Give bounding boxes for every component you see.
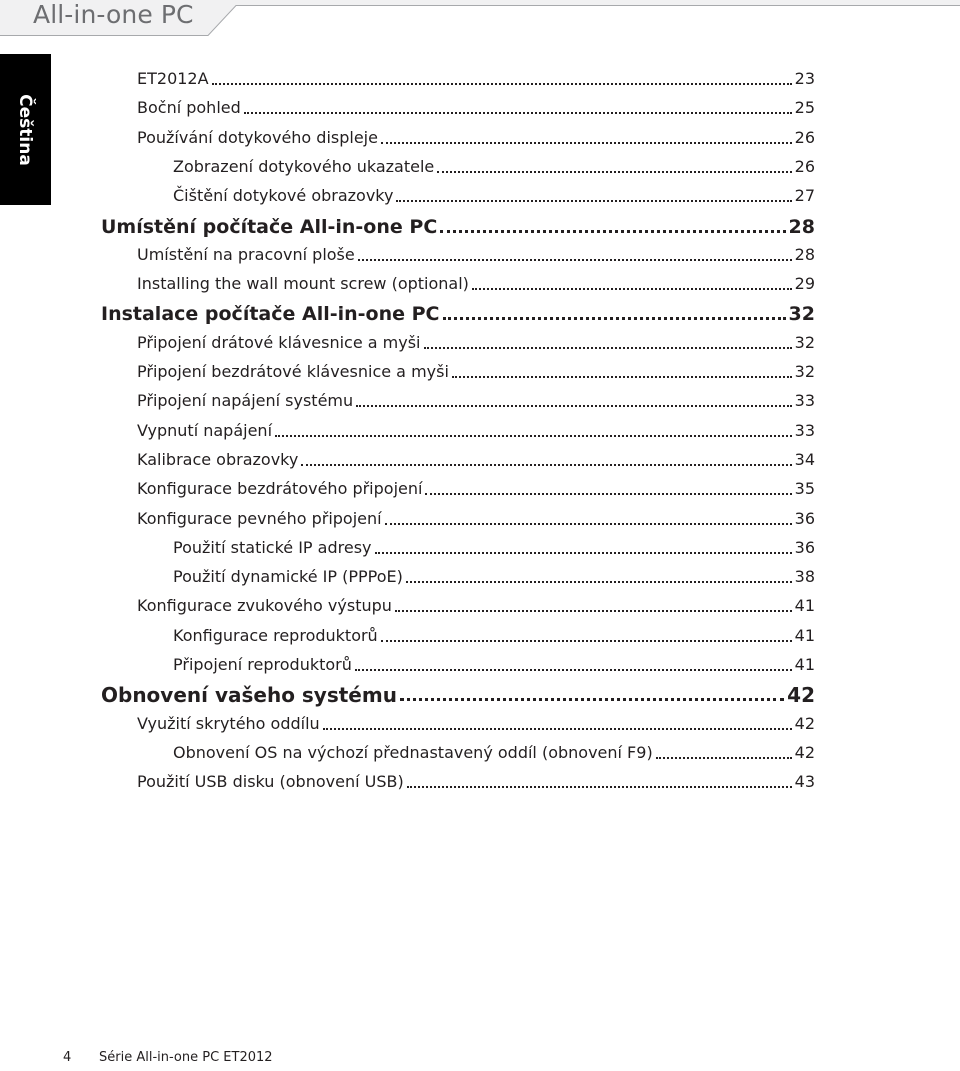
- toc-entry-title: Použití USB disku (obnovení USB): [137, 772, 404, 791]
- toc-entry-title: Použití dynamické IP (PPPoE): [173, 567, 403, 586]
- toc-entry-page: 28: [788, 216, 815, 238]
- toc-dot-leader: [353, 653, 794, 677]
- toc-dot-leader: [450, 360, 794, 384]
- toc-entry[interactable]: [137, 272, 815, 296]
- toc-entry[interactable]: [137, 243, 815, 267]
- toc-entry[interactable]: [173, 624, 815, 648]
- toc-entry-page: 41: [794, 596, 815, 615]
- toc-entry[interactable]: [137, 594, 815, 618]
- toc-dot-leader: [405, 770, 794, 794]
- toc-entry-page: 32: [794, 362, 815, 381]
- toc-chapter-entry[interactable]: [101, 682, 815, 708]
- toc-entry[interactable]: [137, 712, 815, 736]
- toc-entry-title: Vypnutí napájení: [137, 421, 273, 440]
- footer-series-name: Série All-in-one PC ET2012: [99, 1050, 273, 1065]
- toc-entry[interactable]: [137, 126, 815, 150]
- toc-dot-leader: [422, 331, 794, 355]
- page-footer: [0, 1048, 960, 1068]
- toc-entry-page: 27: [794, 186, 815, 205]
- toc-dot-leader: [299, 448, 793, 472]
- toc-entry-title: Konfigurace pevného připojení: [137, 509, 382, 528]
- toc-entry-title: Umístění na pracovní ploše: [137, 245, 355, 264]
- toc-entry-title: Použití statické IP adresy: [173, 538, 372, 557]
- toc-dot-leader: [373, 536, 794, 560]
- header-title: All-in-one PC: [33, 0, 194, 29]
- toc-entry-title: Připojení reproduktorů: [173, 655, 352, 674]
- toc-entry-page: 33: [794, 421, 815, 440]
- toc-dot-leader: [354, 389, 793, 413]
- toc-entry-page: 32: [794, 333, 815, 352]
- toc-entry-page: 41: [794, 655, 815, 674]
- toc-entry-page: 23: [794, 69, 815, 88]
- toc-entry-page: 36: [794, 538, 815, 557]
- toc-entry-title: Konfigurace bezdrátového připojení: [137, 479, 423, 498]
- toc-entry[interactable]: [173, 565, 815, 589]
- toc-dot-leader: [441, 301, 788, 327]
- toc-entry[interactable]: [173, 155, 815, 179]
- toc-entry[interactable]: [137, 448, 815, 472]
- toc-dot-leader: [273, 419, 794, 443]
- toc-entry-title: Installing the wall mount screw (optional): [137, 274, 469, 293]
- toc-entry[interactable]: [137, 67, 815, 91]
- toc-entry-page: 41: [794, 626, 815, 645]
- toc-entry[interactable]: [137, 419, 815, 443]
- toc-entry-title: ET2012A: [137, 69, 209, 88]
- toc-dot-leader: [379, 126, 794, 150]
- toc-entry-page: 42: [787, 683, 815, 707]
- toc-dot-leader: [423, 477, 793, 501]
- toc-entry-page: 28: [794, 245, 815, 264]
- toc-entry-page: 38: [794, 567, 815, 586]
- toc-entry[interactable]: [137, 360, 815, 384]
- toc-entry-page: 35: [794, 479, 815, 498]
- toc-dot-leader: [321, 712, 794, 736]
- toc-dot-leader: [438, 214, 787, 240]
- toc-entry-page: 25: [794, 98, 815, 117]
- toc-dot-leader: [404, 565, 794, 589]
- toc-entry-title: Obnovení OS na výchozí přednastavený oddíl (obnovení F9): [173, 743, 653, 762]
- toc-dot-leader: [394, 184, 793, 208]
- toc-dot-leader: [435, 155, 793, 179]
- toc-entry-page: 32: [788, 303, 815, 325]
- toc-entry-title: Připojení napájení systému: [137, 391, 354, 410]
- toc-entry-page: 34: [794, 450, 815, 469]
- toc-dot-leader: [398, 682, 786, 708]
- toc-entry-page: 26: [794, 157, 815, 176]
- toc-entry-title: Boční pohled: [137, 98, 241, 117]
- toc-entry-title: Obnovení vašeho systému: [101, 683, 397, 707]
- language-tab-label: Čeština: [15, 94, 35, 166]
- toc-entry-title: Konfigurace zvukového výstupu: [137, 596, 392, 615]
- toc-dot-leader: [470, 272, 794, 296]
- toc-dot-leader: [242, 96, 794, 120]
- toc-entry-page: 29: [794, 274, 815, 293]
- toc-entry-title: Připojení drátové klávesnice a myši: [137, 333, 421, 352]
- toc-entry[interactable]: [137, 770, 815, 794]
- toc-entry[interactable]: [173, 184, 815, 208]
- toc-dot-leader: [393, 594, 794, 618]
- toc-dot-leader: [379, 624, 794, 648]
- toc-entry-title: Čištění dotykové obrazovky: [173, 186, 394, 205]
- language-tab: [0, 54, 51, 205]
- toc-entry-title: Instalace počítače All-in-one PC: [101, 303, 440, 325]
- toc-entry[interactable]: [173, 741, 815, 765]
- toc-dot-leader: [383, 507, 794, 531]
- toc-entry-title: Konfigurace reproduktorů: [173, 626, 378, 645]
- toc-entry-title: Zobrazení dotykového ukazatele: [173, 157, 435, 176]
- toc-dot-leader: [654, 741, 794, 765]
- toc-dot-leader: [356, 243, 794, 267]
- toc-entry[interactable]: [137, 507, 815, 531]
- toc-dot-leader: [210, 67, 794, 91]
- toc-entry-title: Využití skrytého oddílu: [137, 714, 320, 733]
- toc-entry[interactable]: [137, 331, 815, 355]
- toc-entry-page: 36: [794, 509, 815, 528]
- toc-entry-page: 33: [794, 391, 815, 410]
- toc-entry-title: Připojení bezdrátové klávesnice a myši: [137, 362, 449, 381]
- toc-entry[interactable]: [173, 536, 815, 560]
- footer-page-number: 4: [63, 1050, 72, 1065]
- toc-entry-title: Kalibrace obrazovky: [137, 450, 299, 469]
- toc-entry-title: Umístění počítače All-in-one PC: [101, 216, 438, 238]
- toc-entry[interactable]: [137, 477, 815, 501]
- toc-entry[interactable]: [137, 389, 815, 413]
- toc-entry-page: 42: [794, 743, 815, 762]
- toc-entry[interactable]: [137, 96, 815, 120]
- toc-entry-page: 26: [794, 128, 815, 147]
- toc-entry-page: 42: [794, 714, 815, 733]
- toc-entry-page: 43: [794, 772, 815, 791]
- toc-entry-title: Používání dotykového displeje: [137, 128, 378, 147]
- toc-entry[interactable]: [173, 653, 815, 677]
- toc-chapter-entry[interactable]: [101, 301, 815, 327]
- toc-chapter-entry[interactable]: [101, 214, 815, 240]
